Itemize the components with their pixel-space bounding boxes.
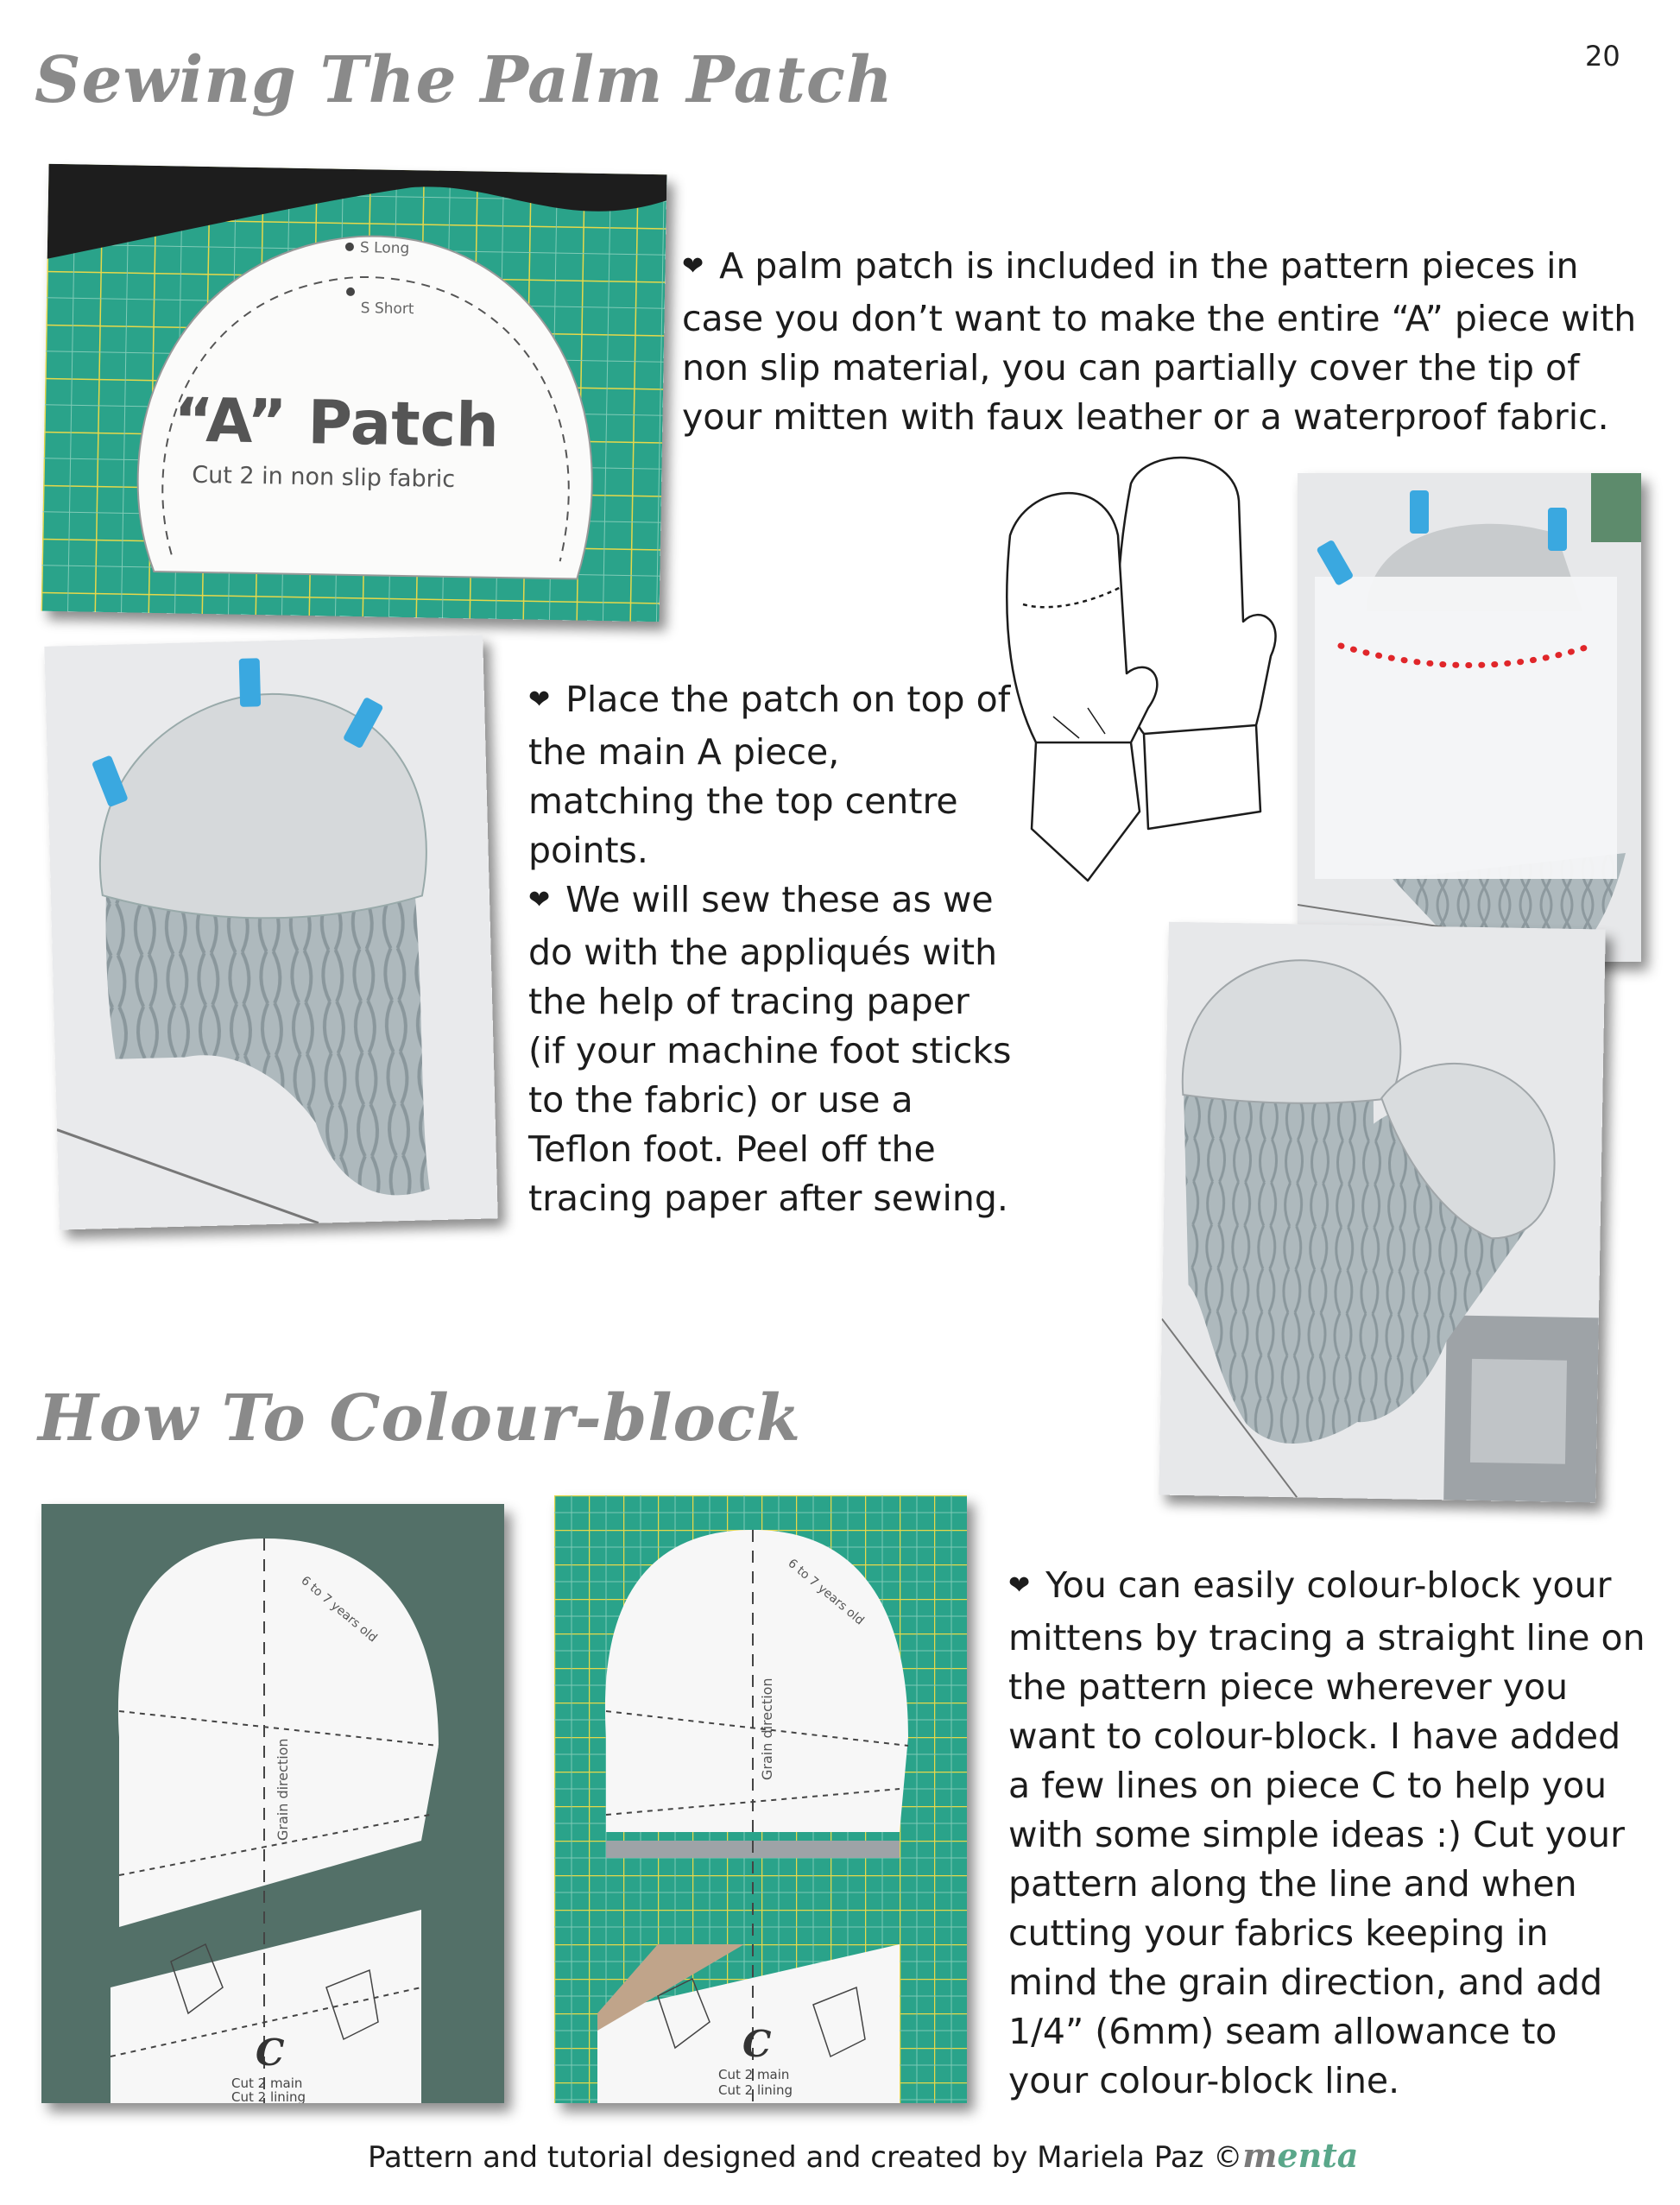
label-cut-2-non-slip: Cut 2 in non slip fabric	[192, 461, 456, 494]
section-title-colour-block: How To Colour-block	[38, 1381, 802, 1456]
step-place-patch: ❤ Place the patch on top of the main A piece, matching the top centre points.	[528, 675, 1012, 875]
label-piece-c: C	[742, 2023, 772, 2065]
photo-patch-with-tracing-paper	[1298, 473, 1641, 962]
label-piece-c: C	[256, 2031, 285, 2074]
photo-a-patch-pattern	[41, 164, 667, 622]
photo-sewn-mitten-pieces	[1159, 922, 1606, 1503]
label-a-patch: “A” Patch	[173, 384, 500, 461]
photo-pattern-c-on-cutting-mat	[554, 1495, 967, 2103]
photo-patch-on-main-piece	[44, 635, 498, 1229]
label-cut-main: Cut 2 main	[718, 2067, 790, 2082]
label-cut-lining: Cut 2 lining	[718, 2082, 793, 2098]
heart-bullet-icon: ❤	[1008, 1570, 1031, 1601]
step-sew-patch: ❤ We will sew these as we do with the appliqués with the help of tracing paper (if your machine foot sticks to the fabric) or use a Teflon foot. Peel off the tracing paper after sewing.	[528, 875, 1012, 1223]
heart-bullet-icon: ❤	[528, 685, 551, 715]
section-title-palm-patch: Sewing The Palm Patch	[35, 43, 894, 117]
palm-patch-intro-text	[682, 242, 1649, 442]
palm-patch-steps-text	[528, 675, 1012, 1223]
label-cut-main: Cut 2 main	[231, 2075, 303, 2091]
menta-logo: menta	[1242, 2136, 1359, 2175]
footer-credit	[368, 2136, 1358, 2175]
label-s-short: S Short	[360, 300, 414, 319]
label-size: 6 to 7 years old	[785, 1556, 867, 1628]
footer-credit-text: Pattern and tutorial designed and created by Mariela Paz ©	[368, 2140, 1243, 2175]
label-grain-direction: Grain direction	[275, 1738, 291, 1841]
colour-block-text	[1008, 1561, 1647, 2106]
label-grain-direction: Grain direction	[759, 1677, 775, 1780]
label-cut-lining: Cut 2 lining	[231, 2089, 306, 2103]
colour-block-body: You can easily colour-block your mittens by tracing a straight line on the pattern piece wherever you want to colour-block. I have added a few lines on piece C to help you with some simple ideas :) Cut your pattern along the line and when cutting your fabrics keeping in mind the grain direction, and add 1/4” (6mm) seam allowance to your colour-block line.	[1008, 1564, 1645, 2101]
heart-bullet-icon: ❤	[528, 885, 551, 915]
label-size: 6 to 7 years old	[298, 1573, 380, 1646]
label-s-long: S Long	[359, 239, 410, 258]
heart-bullet-icon: ❤	[682, 251, 704, 281]
mitten-line-drawing	[1001, 449, 1295, 889]
page-number: 20	[1585, 40, 1620, 73]
photo-pattern-c-on-grey-fabric	[41, 1504, 504, 2103]
palm-patch-intro-body: A palm patch is included in the pattern pieces in case you don’t want to make the entire “A” piece with non slip material, you can partially cover the tip of your mitten with faux leather or a waterproof fabric.	[682, 245, 1637, 438]
